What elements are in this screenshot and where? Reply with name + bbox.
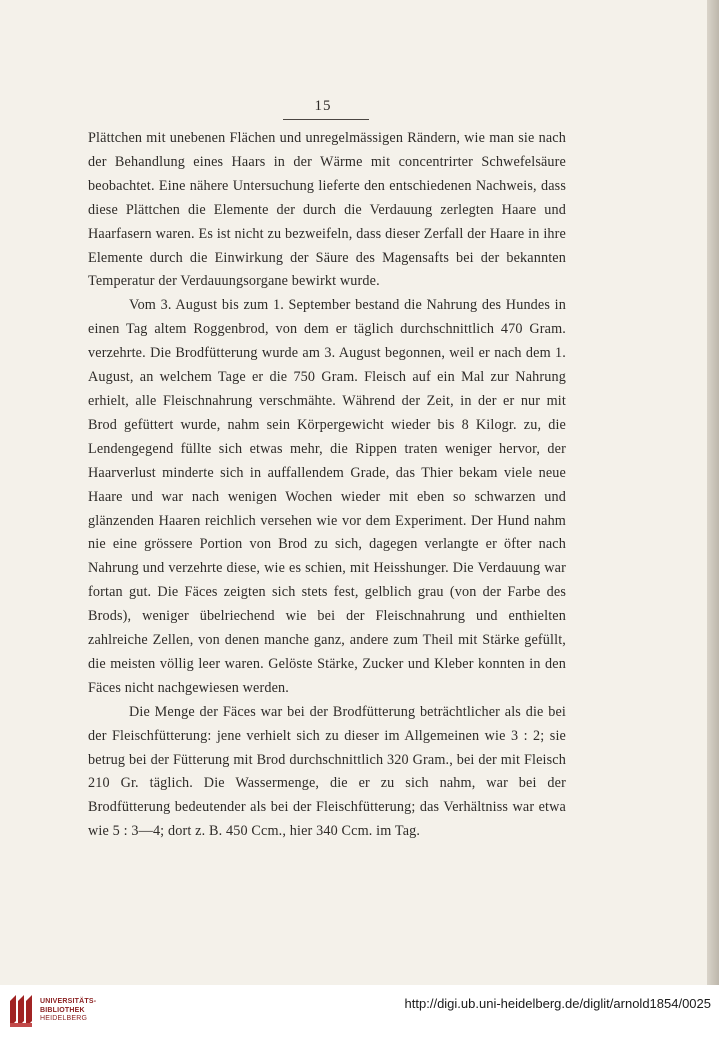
library-name xyxy=(40,998,96,1024)
library-footer xyxy=(0,985,719,1039)
body-text xyxy=(88,127,566,844)
page-edge xyxy=(707,0,719,985)
library-name-line1: UNIVERSITÄTS- xyxy=(40,998,97,1005)
header-rule xyxy=(283,119,369,120)
paragraph-3: Die Menge der Fäces war bei der Brodfütterung beträchtlicher als die bei der Fleischfütterung: jene verhielt sich zu dieser im Allgemeinen wie 3 : 2; sie betrug bei der Fütterung mit Brod durchschnittlich 320 Gram., bei der mit Fleisch 210 Gr. täglich. Die Wassermenge, die er zu sich nahm, war bei der Brodfütterung bedeutender als bei der Fleischfütterung; das Verhältniss war etwa wie 5 : 3—4; dort z. B. 450 Ccm., hier 340 Ccm. im Tag. xyxy=(88,703,566,840)
library-name-line2: BIBLIOTHEK xyxy=(40,1006,85,1014)
permalink-url[interactable]: http://digi.ub.uni-heidelberg.de/diglit/arnold1854/0025 xyxy=(404,996,711,1011)
page-number: 15 xyxy=(314,98,332,114)
library-logo-icon xyxy=(8,993,34,1029)
paragraph-1: Plättchen mit unebenen Flächen und unregelmässigen Rändern, wie man sie nach der Behandlung eines Haars in der Wärme mit concentrirter Schwefelsäure beobachtet. Eine nähere Untersuchung lieferte den entschiedenen Nachweis, dass diese Plättchen die Elemente der durch die Verdauung zerlegten Haare und Haarfasern waren. Es ist nicht zu bezweifeln, dass dieser Zerfall der Haare in ihre Elemente durch die Einwirkung der Säure des Magensafts bei der bekannten Temperatur der Verdauungsorgane bewirkt wurde. xyxy=(88,130,566,290)
paragraph-2: Vom 3. August bis zum 1. September bestand die Nahrung des Hundes in einen Tag altem Roggenbrod, von dem er täglich durchschnittlich 470 Gram. verzehrte. Die Brodfütterung wurde am 3. August begonnen, weil er nach dem 1. August, an welchem Tage er die 750 Gram. Fleisch auf ein Mal zur Nahrung erhielt, alle Fleischnahrung verschmähte. Während der Zeit, in der er nur mit Brod gefüttert wurde, nahm sein Körpergewicht wieder bis 8 Kilogr. zu, die Lendengegend füllte sich etwas mehr, die Rippen traten weniger hervor, der Haarverlust minderte sich in auffallendem Grade, das Thier bekam viele neue Haare und war nach wenigen Wochen wieder mit eben so schwarzen und glänzenden Haaren reichlich versehen wie vor dem Experiment. Der Hund nahm nie eine grössere Portion von Brod zu sich, dagegen verlangte er öfter nach Nahrung und verzehrte diese, wie es schien, mit Heisshunger. Die Verdauung war fortan gut. Die Fäces zeigten sich stets fest, gelblich grau (von der Farbe des Brods), weniger übelriechend wie bei der Fleischnahrung und enthielten zahlreiche Zellen, von denen manche ganz, andere zum Theil mit Stärke gefüllt, die meisten völlig leer waren. Gelöste Stärke, Zucker und Kleber konnten in den Fäces nicht nachgewiesen werden. xyxy=(88,297,566,696)
library-name-line3: HEIDELBERG xyxy=(40,1015,88,1022)
